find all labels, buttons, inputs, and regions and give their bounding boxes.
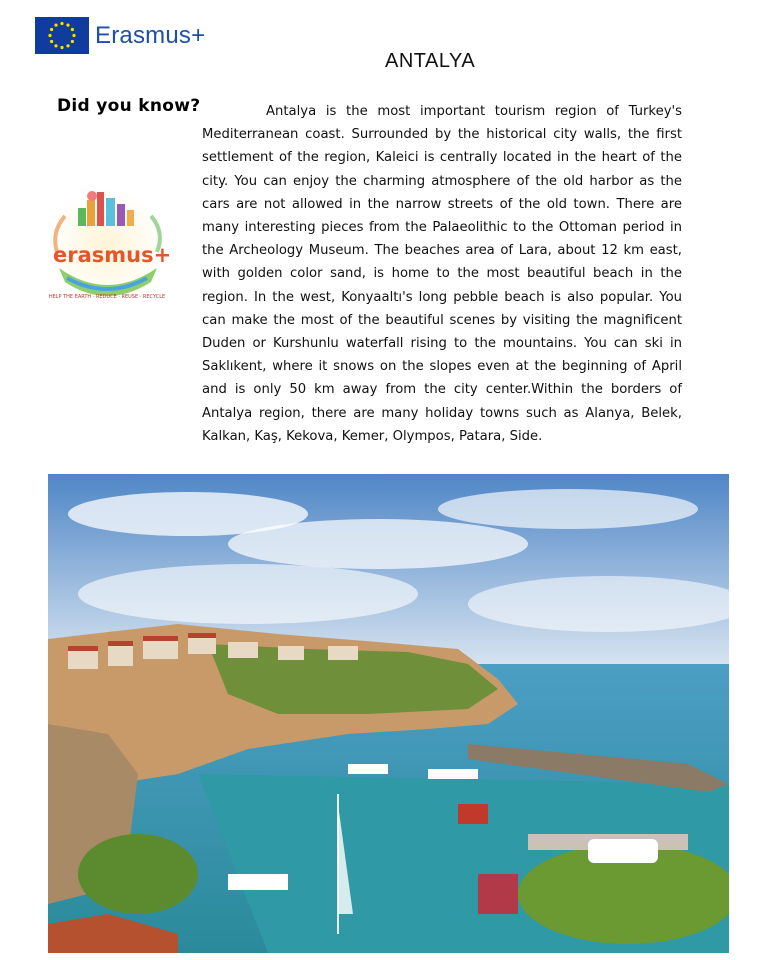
eu-star-icon bbox=[50, 28, 53, 31]
badge-tagline: HELP THE EARTH · REDUCE · REUSE · RECYCLE bbox=[48, 294, 166, 300]
body-paragraph: Antalya is the most important tourism region of Turkey's Mediterranean coast. Surrounded by the historical city walls, the first settlement of the region, Kaleici is centrally located in the heart of the city. You can enjoy the charming atmosphere of the old harbor as the cars are not allowed in the narrow streets of the old town. There are many interesting pieces from the Palaeolithic to the Ottoman period in the Archeology Museum. The beaches area of Lara, about 12 km east, with golden color sand, is home to the most beautiful beach in the region. In the west, Konyaaltı's long pebble beach is also popular. You can make the most of the beautiful scenes by visiting the magnificent Duden or Kurshunlu waterfall rising to the mountains. You can ski in Saklıkent, where it snows on the slopes even at the beginning of April and is only 50 km away from the city center.Within the borders of Antalya region, there are many holiday towns such as Alanya, Belek, Kalkan, Kaş, Kekova, Kemer, Olympos, Patara, Side. bbox=[202, 104, 682, 444]
eu-flag-icon bbox=[35, 17, 89, 54]
erasmus-badge-logo bbox=[47, 182, 169, 310]
eu-star-icon bbox=[66, 44, 69, 47]
erasmus-plus-logo bbox=[35, 17, 205, 54]
eu-star-icon bbox=[60, 46, 63, 49]
eu-star-icon bbox=[48, 34, 51, 37]
eu-star-icon bbox=[60, 22, 63, 25]
eu-star-icon bbox=[50, 40, 53, 43]
erasmus-brand-text: Erasmus+ bbox=[95, 21, 206, 49]
page-title: ANTALYA bbox=[385, 50, 476, 72]
eu-star-icon bbox=[71, 28, 74, 31]
eu-star-icon bbox=[54, 24, 57, 27]
antalya-harbor-photo bbox=[48, 474, 729, 953]
eu-star-icon bbox=[72, 34, 75, 37]
badge-wordmark: erasmus+ bbox=[53, 243, 169, 267]
eu-star-icon bbox=[71, 40, 74, 43]
eu-star-icon bbox=[66, 24, 69, 27]
eu-star-icon bbox=[54, 44, 57, 47]
did-you-know-heading: Did you know? bbox=[57, 96, 201, 116]
